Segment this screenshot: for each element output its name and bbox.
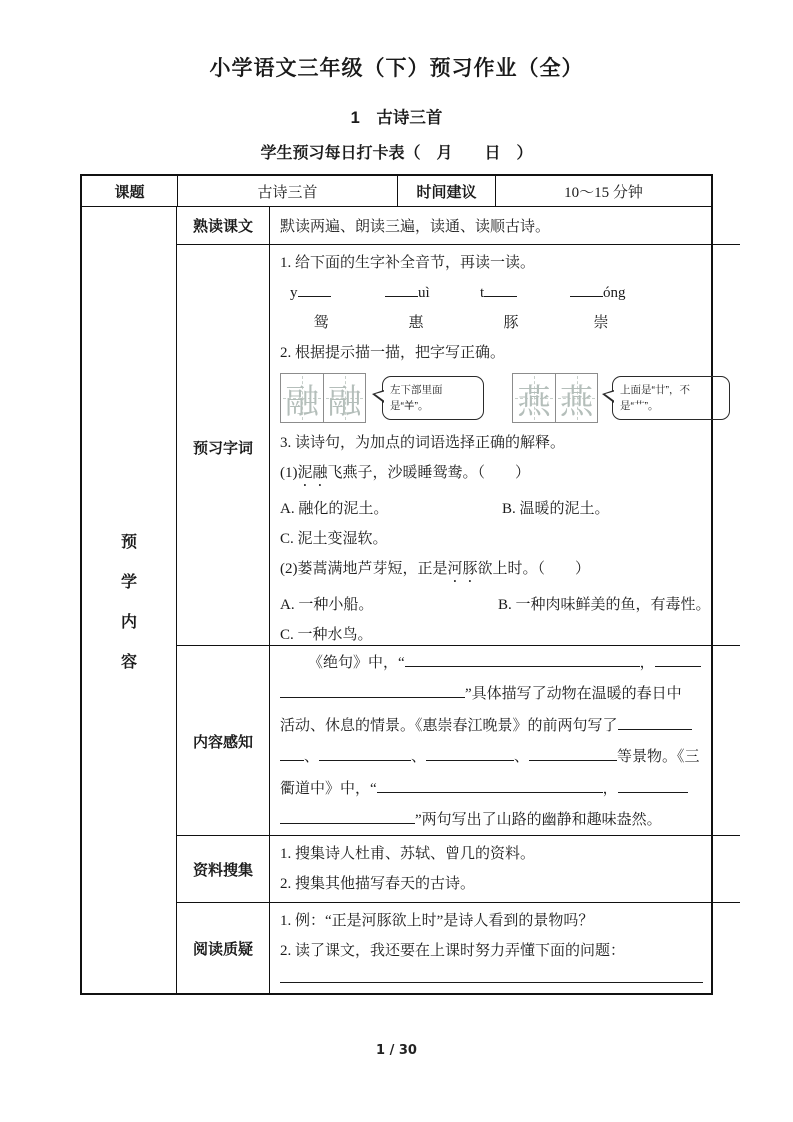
pinyin-suffix: óng	[603, 285, 626, 301]
research-item-1: 1. 搜集诗人杜甫、苏轼、曾几的资料。	[280, 846, 536, 862]
fill-blank	[405, 651, 640, 667]
perception-line	[280, 711, 730, 742]
row-research	[177, 836, 740, 903]
word-q2: 2. 根据提示描一描，把字写正确。	[280, 345, 506, 361]
row-perception-content	[270, 646, 740, 836]
writing-grid	[512, 373, 598, 423]
row-questioning-label: 阅读质疑	[177, 903, 270, 993]
row-questioning-content	[270, 903, 740, 993]
fill-blank	[426, 745, 514, 761]
pinyin-exercise	[280, 278, 730, 338]
perception-text: 、	[514, 749, 530, 766]
perception-line	[280, 742, 730, 773]
answer-blank-line	[280, 981, 703, 983]
trace-character: 燕	[559, 383, 594, 421]
option-b: B. 一种肉味鲜美的鱼，有毒性。	[498, 597, 711, 613]
row-word-study-content	[270, 245, 740, 650]
fill-blank	[280, 745, 304, 761]
research-item-2: 2. 搜集其他描写春天的古诗。	[280, 876, 476, 892]
row-research-content	[270, 836, 740, 902]
perception-line	[280, 679, 730, 710]
pinyin-blank	[484, 281, 517, 297]
writing-grid	[280, 373, 366, 423]
topic-value-cell: 古诗三首	[177, 176, 397, 206]
pinyin-blank-line	[290, 278, 385, 308]
lesson-heading: 1 古诗三首	[350, 109, 443, 127]
fill-blank	[280, 808, 415, 824]
trace-character: 燕	[517, 383, 551, 421]
pinyin-blank-line	[385, 278, 480, 308]
questioning-item-1: 1. 例：“正是河豚欲上时”是诗人看到的景物吗？	[280, 913, 594, 929]
target-character: 豚	[503, 315, 519, 331]
topic-label-cell: 课题	[114, 183, 145, 201]
pinyin-suffix: uì	[418, 285, 430, 301]
vlabel-char: 内	[120, 613, 137, 631]
perception-text: 、	[304, 749, 320, 766]
option-c-2: C. 一种水鸟。	[280, 627, 373, 643]
worksheet-table	[80, 174, 713, 995]
page-number: 1 / 30	[376, 1043, 417, 1058]
poem-line-2	[280, 554, 730, 586]
row-research-label: 资料搜集	[177, 836, 270, 902]
q3-2-rest: 欲上时。（ ）	[477, 561, 591, 577]
q3-1-rest: 飞燕子，沙暖睡鸳鸯。（ ）	[327, 465, 531, 481]
trace-exercise	[280, 368, 730, 428]
option-c-1: C. 泥土变湿软。	[280, 531, 388, 547]
pinyin-group	[480, 278, 570, 338]
row-word-study	[177, 245, 740, 646]
fill-blank	[280, 683, 465, 699]
table-body	[82, 207, 711, 993]
word-q3: 3. 读诗句，为加点的词语选择正确的解释。	[280, 435, 566, 451]
row-read-aloud	[177, 207, 740, 245]
perception-text: ”两句写出了山路的幽静和趣味盎然。	[415, 812, 662, 829]
tip-bubble: 左下部里面是“𢆉”。	[382, 376, 484, 421]
pinyin-prefix: t	[480, 285, 485, 301]
preview-content-column-label	[82, 207, 177, 993]
target-character: 鸳	[313, 315, 329, 331]
pinyin-blank	[298, 281, 331, 297]
trace-character: 融	[327, 383, 362, 421]
document-title: 小学语文三年级（下）预习作业（全）	[209, 57, 584, 80]
option-a: A. 融化的泥土。	[280, 501, 389, 517]
options-ab-2	[280, 590, 730, 620]
target-character: 崇	[593, 315, 609, 331]
vlabel-char: 容	[120, 653, 137, 671]
perception-text: ”具体描写了动物在温暖的春日中	[465, 686, 682, 703]
perception-line	[280, 805, 730, 836]
fill-blank	[377, 777, 603, 793]
pinyin-group	[290, 278, 385, 338]
perception-text: ，	[602, 780, 618, 797]
vlabel-char: 预	[120, 533, 137, 551]
perception-text: ，	[639, 655, 655, 671]
poem-line-1	[280, 458, 730, 490]
row-perception	[177, 646, 740, 836]
pinyin-blank-line	[570, 278, 665, 308]
questioning-item-2: 2. 读了课文，我还要在上课时努力弄懂下面的问题：	[280, 943, 626, 959]
perception-text: 《绝句》中，“	[308, 655, 405, 671]
option-a: A. 一种小船。	[280, 597, 374, 613]
row-word-study-label: 预习字词	[177, 245, 270, 650]
perception-text: 活动、休息的情景。《惠崇春江晚景》的前两句写了	[280, 717, 618, 734]
row-read-aloud-content	[270, 207, 740, 244]
dotted-word: 河豚	[447, 561, 478, 577]
word-q1: 1. 给下面的生字补全音节，再读一读。	[280, 255, 536, 271]
tip-bubble: 上面是“廿”，不是“艹”。	[612, 376, 730, 421]
q3-1-prefix: (1)	[280, 465, 298, 481]
read-aloud-text: 默读两遍、朗读三遍，读通、读顺古诗。	[280, 219, 551, 235]
writing-cell	[513, 374, 555, 422]
target-character: 惠	[408, 315, 424, 331]
pinyin-group	[570, 278, 665, 338]
writing-cell	[555, 374, 597, 422]
dotted-word: 泥融	[297, 465, 328, 481]
pinyin-blank	[570, 281, 603, 297]
q3-2-prefix: (2)蒌蒿满地芦芽短，正是	[280, 561, 448, 577]
section-rows	[177, 207, 740, 993]
vlabel-char: 学	[120, 573, 137, 591]
option-b: B. 温暖的泥土。	[502, 501, 610, 517]
perception-line	[280, 774, 730, 805]
options-ab-1	[280, 494, 730, 524]
table-header-row	[82, 176, 711, 207]
pinyin-prefix: y	[290, 285, 298, 301]
row-perception-label: 内容感知	[177, 646, 270, 836]
fill-blank	[655, 651, 701, 667]
fill-blank	[319, 745, 411, 761]
pinyin-blank	[385, 281, 418, 297]
perception-line	[280, 648, 730, 679]
checkin-card-heading: 学生预习每日打卡表（ 月 日 ）	[260, 145, 533, 162]
time-value-cell: 10～15 分钟	[495, 176, 711, 206]
time-label-cell: 时间建议	[397, 176, 495, 206]
trace-character: 融	[285, 383, 319, 421]
pinyin-blank-line	[480, 278, 570, 308]
pinyin-group	[385, 278, 480, 338]
writing-cell	[281, 374, 323, 422]
perception-text: 衢道中》中，“	[280, 780, 377, 797]
perception-text: 等景物。《三	[617, 749, 700, 766]
perception-text: 、	[411, 749, 427, 766]
row-read-aloud-label: 熟读课文	[177, 207, 270, 244]
row-questioning	[177, 903, 740, 993]
fill-blank	[618, 777, 688, 793]
writing-cell	[323, 374, 365, 422]
fill-blank	[618, 714, 692, 730]
fill-blank	[529, 745, 617, 761]
